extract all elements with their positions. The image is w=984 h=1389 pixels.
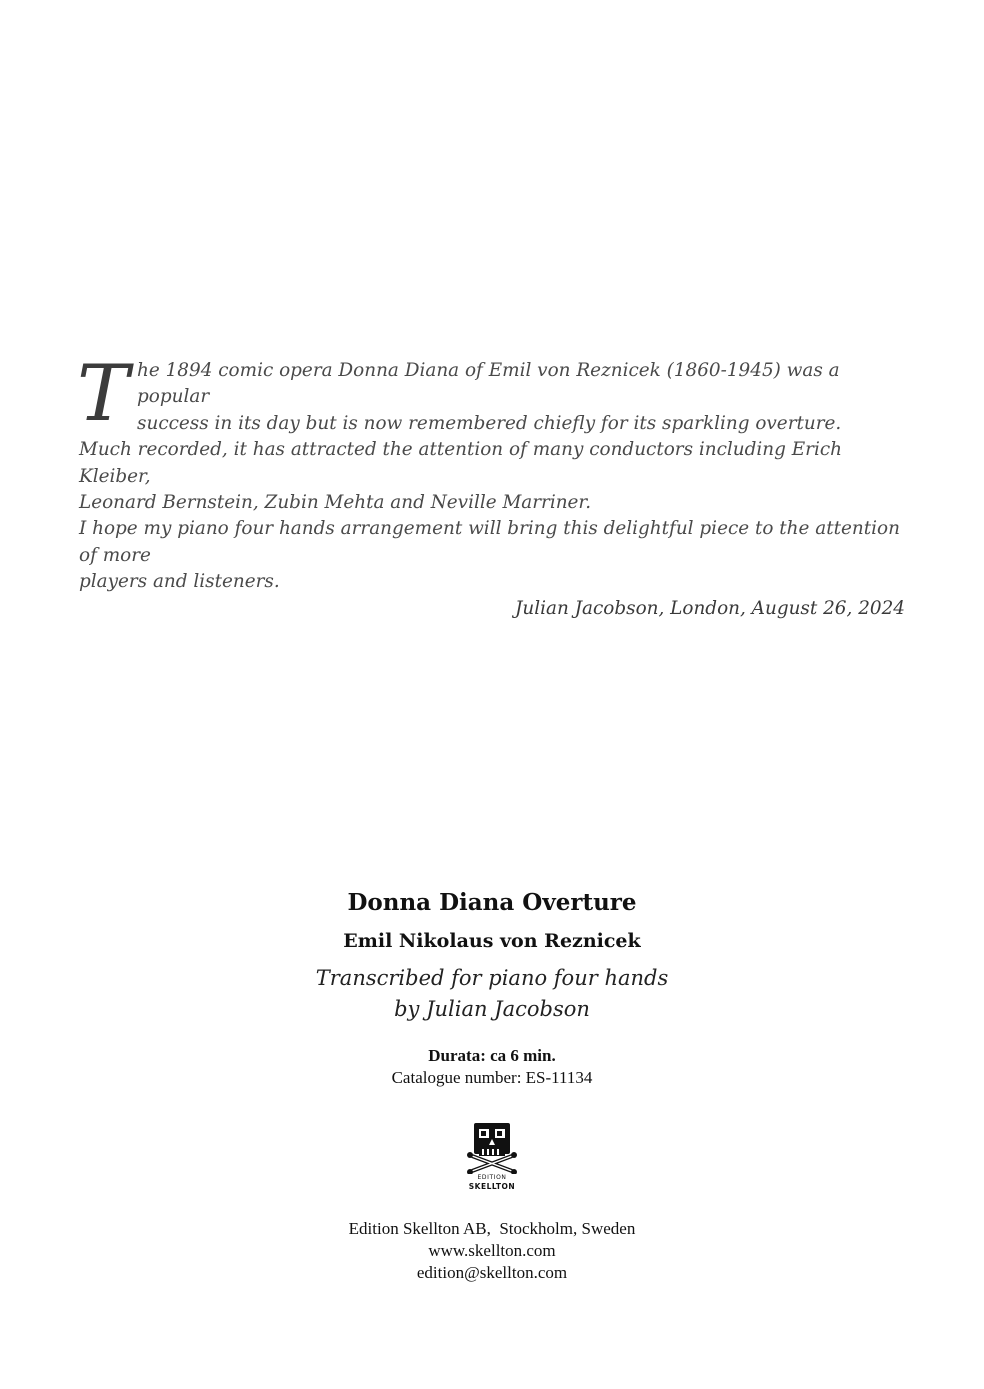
- title-block: [0, 884, 984, 1089]
- preface-line-3: Much recorded, it has attracted the attention of many conductors including Erich Kleiber,: [79, 439, 842, 487]
- transcription-line-2: by Julian Jacobson: [394, 997, 590, 1021]
- transcription-line-1: Transcribed for piano four hands: [315, 966, 669, 990]
- preface-line-5: I hope my piano four hands arrangement will bring this delightful piece to the attention of more: [79, 518, 900, 566]
- catalogue-number: Catalogue number: ES-11134: [391, 1068, 593, 1087]
- preface-line-1: he 1894 comic opera Donna Diana of Emil von Reznicek (1860-1945) was a popular: [137, 360, 840, 408]
- drop-cap: T: [77, 349, 130, 439]
- transcription-credit: [0, 963, 984, 1025]
- logo-edition-label: EDITION: [477, 1174, 507, 1181]
- composer-name: Emil Nikolaus von Reznicek: [343, 930, 641, 952]
- piece-title: Donna Diana Overture: [347, 889, 637, 916]
- publisher-name: Edition Skellton AB, Stockholm, Sweden: [348, 1219, 636, 1238]
- publisher-info: [0, 1218, 984, 1284]
- publisher-website: www.skellton.com: [428, 1241, 556, 1260]
- preface: [77, 349, 909, 622]
- skull-crossbones-icon: [462, 1120, 522, 1174]
- logo-skellton-label: SKELLTON: [468, 1182, 516, 1191]
- edition-skellton-logo: [462, 1120, 522, 1194]
- preface-signature: Julian Jacobson, London, August 26, 2024: [515, 597, 905, 619]
- preface-line-2: success in its day but is now remembered chiefly for its sparkling overture.: [137, 412, 842, 434]
- duration: Durata: ca 6 min.: [428, 1046, 556, 1065]
- preface-line-6: players and listeners.: [79, 571, 280, 593]
- preface-line-4: Leonard Bernstein, Zubin Mehta and Neville Marriner.: [79, 492, 592, 514]
- publisher-email: edition@skellton.com: [416, 1263, 568, 1282]
